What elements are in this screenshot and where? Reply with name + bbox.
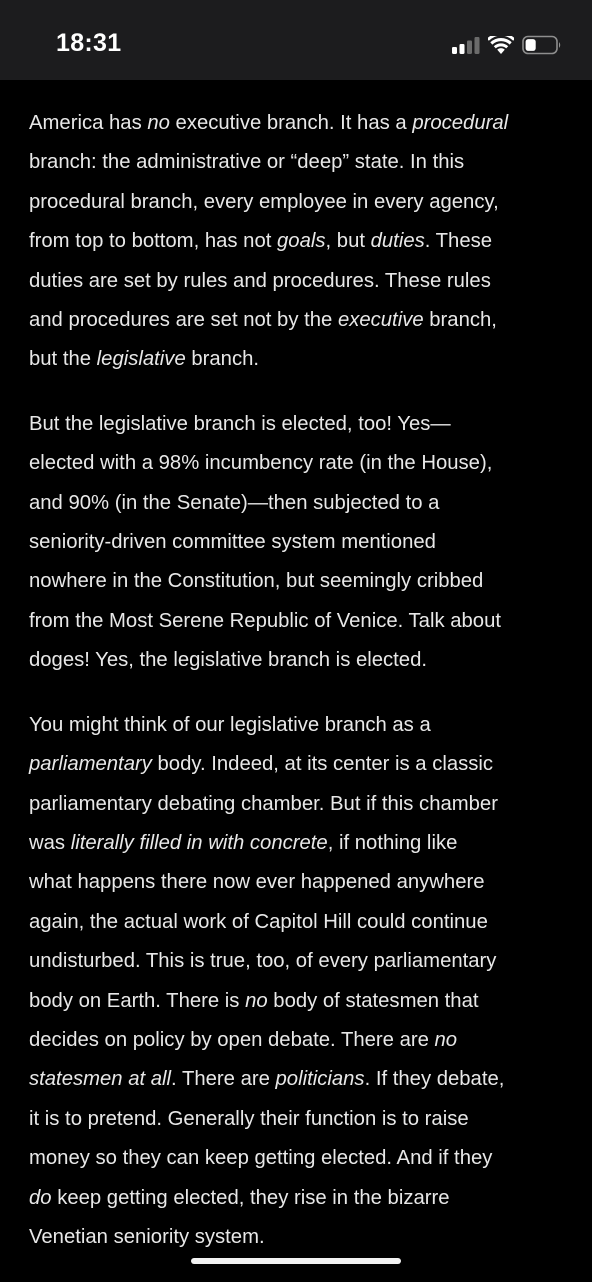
paragraph-2 (29, 405, 569, 681)
text-line: body on Earth. There is no body of statesmen that (29, 989, 479, 1012)
status-time: 18:31 (56, 29, 122, 57)
text-line: do keep getting elected, they rise in the bizarre (29, 1186, 450, 1209)
cellular-signal-icon (452, 36, 480, 54)
home-indicator[interactable] (191, 1258, 401, 1264)
paragraph-3 (29, 706, 569, 1258)
text-line: nowhere in the Constitution, but seemingly cribbed (29, 570, 484, 593)
text-line: elected with a 98% incumbency rate (in the House), (29, 452, 493, 475)
text-line: But the legislative branch is elected, too! Yes— (29, 412, 451, 435)
text-line: duties are set by rules and procedures. These rules (29, 269, 491, 292)
text-line: statesmen at all. There are politicians. If they debate, (29, 1068, 505, 1091)
text-line: undisturbed. This is true, too, of every parliamentary (29, 950, 497, 973)
status-bar (0, 0, 592, 80)
text-line: and 90% (in the Senate)—then subjected to a (29, 491, 440, 514)
text-line: America has no executive branch. It has a procedural (29, 112, 509, 134)
text-line: but the legislative branch. (29, 348, 260, 371)
text-line: it is to pretend. Generally their function is to raise (29, 1107, 469, 1130)
text-line: doges! Yes, the legislative branch is elected. (29, 649, 427, 672)
text-line: parliamentary body. Indeed, at its center is a classic (29, 753, 494, 776)
paragraph-1 (29, 104, 569, 380)
text-line: from the Most Serene Republic of Venice. Talk about (29, 609, 501, 632)
text-line: You might think of our legislative branch as a (29, 713, 431, 736)
text-line: procedural branch, every employee in every agency, (29, 190, 499, 213)
text-line: what happens there now ever happened anywhere (29, 871, 485, 894)
text-line: decides on policy by open debate. There are no (29, 1028, 458, 1051)
status-icons (452, 35, 562, 55)
text-line: again, the actual work of Capitol Hill could continue (29, 910, 488, 933)
wifi-icon (488, 36, 514, 55)
text-line: Venetian seniority system. (29, 1225, 265, 1248)
text-line: parliamentary debating chamber. But if this chamber (29, 792, 498, 815)
text-line: from top to bottom, has not goals, but duties. These (29, 230, 493, 253)
text-line: was literally filled in with concrete, if nothing like (29, 831, 458, 854)
text-line: seniority-driven committee system mentioned (29, 531, 436, 554)
text-line: and procedures are set not by the executive branch, (29, 309, 497, 332)
article-body (29, 104, 569, 1282)
text-line: money so they can keep getting elected. And if they (29, 1147, 493, 1170)
battery-icon (522, 35, 562, 55)
text-line: branch: the administrative or “deep” state. In this (29, 151, 465, 174)
